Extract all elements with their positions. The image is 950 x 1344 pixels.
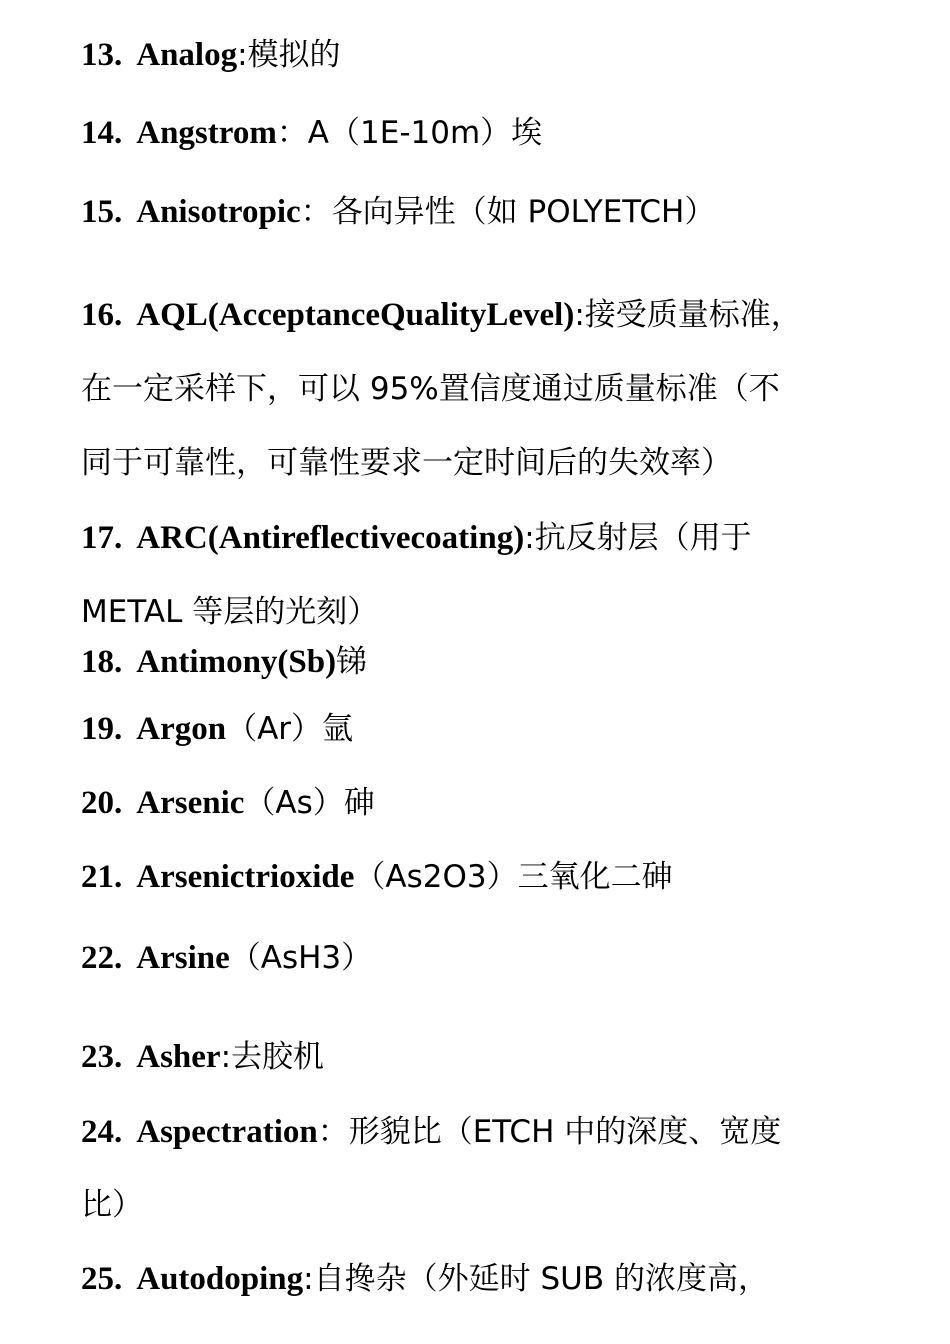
entry-term: Arsine bbox=[136, 940, 230, 976]
entry-definition: ：形貌比（ETCH 中的深度、宽度 bbox=[317, 1114, 782, 1150]
entry-number: 17. bbox=[81, 520, 123, 556]
entry-term: Analog bbox=[136, 37, 238, 73]
entry-term: Arsenic bbox=[136, 785, 245, 821]
entry-18 bbox=[81, 642, 881, 682]
entry-term: Angstrom bbox=[136, 115, 277, 151]
entry-definition: （Ar）氩 bbox=[226, 711, 354, 747]
entry-definition: :接受质量标准， bbox=[574, 297, 802, 333]
entry-17 bbox=[81, 518, 881, 558]
entry-definition: （AsH3） bbox=[229, 940, 373, 976]
entry-number: 14. bbox=[81, 115, 123, 151]
entry-24 bbox=[81, 1112, 881, 1152]
entry-term: Autodoping bbox=[136, 1261, 304, 1297]
entry-term: Arsenictrioxide bbox=[136, 859, 355, 895]
entry-20 bbox=[81, 783, 881, 823]
entry-number: 15. bbox=[81, 194, 123, 230]
entry-term: Anisotropic bbox=[136, 194, 301, 230]
entry-number: 22. bbox=[81, 940, 123, 976]
entry-definition: ：各向异性（如 POLYETCH） bbox=[300, 194, 716, 230]
entry-number: 20. bbox=[81, 785, 123, 821]
entry-number: 19. bbox=[81, 711, 123, 747]
entry-definition: （As）砷 bbox=[244, 785, 375, 821]
entry-number: 18. bbox=[81, 644, 123, 680]
entry-21 bbox=[81, 857, 881, 897]
entry-term: ARC(Antireflectivecoating) bbox=[136, 520, 525, 556]
entry-definition: :模拟的 bbox=[237, 37, 341, 73]
entry-14 bbox=[81, 113, 881, 153]
entry-number: 21. bbox=[81, 859, 123, 895]
entry-17-continuation: METAL 等层的光刻） bbox=[81, 594, 379, 630]
entry-number: 23. bbox=[81, 1039, 123, 1075]
entry-19 bbox=[81, 709, 881, 749]
entry-16-continuation-2: 同于可靠性，可靠性要求一定时间后的失效率） bbox=[81, 445, 732, 481]
entry-number: 13. bbox=[81, 37, 123, 73]
entry-definition: :抗反射层（用于 bbox=[524, 520, 752, 556]
entry-13 bbox=[81, 35, 881, 75]
entry-25 bbox=[81, 1259, 881, 1299]
entry-15 bbox=[81, 192, 881, 232]
entry-definition: :去胶机 bbox=[220, 1039, 325, 1075]
entry-term: Argon bbox=[136, 711, 227, 747]
entry-term: AQL(AcceptanceQualityLevel) bbox=[136, 297, 575, 333]
entry-term: Asher bbox=[136, 1039, 221, 1075]
entry-definition: （As2O3）三氧化二砷 bbox=[354, 859, 673, 895]
entry-definition: :自搀杂（外延时 SUB 的浓度高， bbox=[303, 1261, 769, 1297]
entry-16-continuation-1: 在一定采样下，可以 95%置信度通过质量标准（不 bbox=[81, 371, 780, 407]
entry-definition: ：A（1E-10m）埃 bbox=[276, 115, 543, 151]
entry-16 bbox=[81, 295, 881, 335]
entry-definition: 锑 bbox=[336, 644, 368, 680]
entry-number: 24. bbox=[81, 1114, 123, 1150]
entry-number: 25. bbox=[81, 1261, 123, 1297]
entry-23 bbox=[81, 1037, 881, 1077]
entry-number: 16. bbox=[81, 297, 123, 333]
entry-term: Aspectration bbox=[136, 1114, 318, 1150]
entry-term: Antimony(Sb) bbox=[136, 644, 337, 680]
entry-22 bbox=[81, 938, 881, 978]
entry-24-continuation: 比） bbox=[81, 1187, 143, 1223]
